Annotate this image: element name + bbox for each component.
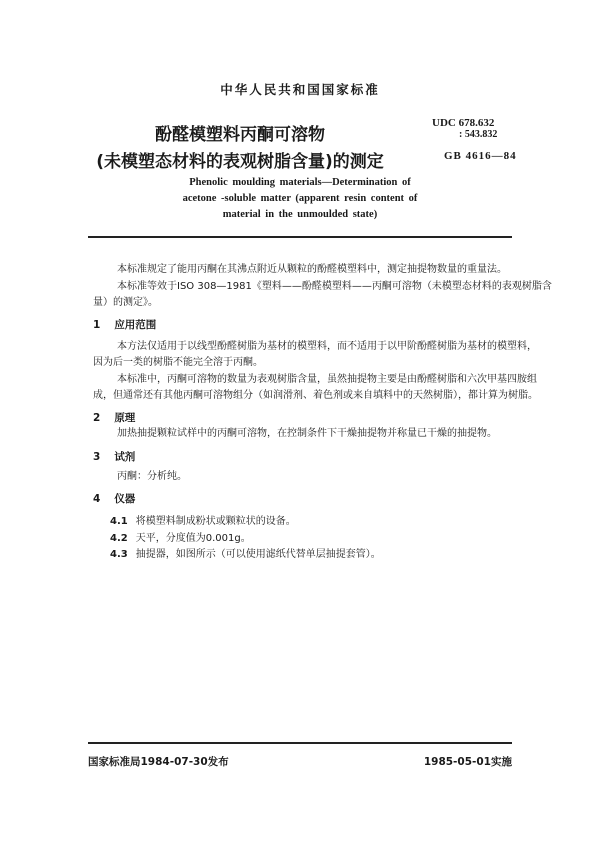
section-line: 加热抽提颗粒试样中的丙酮可溶物，在控制条件下干燥抽提物并称量已干燥的抽提物。	[117, 428, 497, 439]
udc-code-2: : 543.832	[459, 129, 498, 140]
title-line-1: 酚醛模塑料丙酮可溶物	[155, 125, 325, 145]
udc-code: UDC 678.632	[432, 117, 495, 129]
section-line: 本方法仅适用于以线型酚醛树脂为基材的模塑料，而不适用于以甲阶酚醛树脂为基材的模塑料，	[117, 341, 537, 352]
bottom-divider	[88, 742, 512, 744]
section-heading-2: 2 原理	[93, 412, 136, 424]
subsection-4-1: 4.1 将模塑料制成粉状或颗粒状的设备。	[110, 516, 296, 527]
section-line: 因为后一类的树脂不能完全溶于丙酮。	[93, 357, 263, 368]
english-title-1: Phenolic moulding materials—Determination of	[189, 177, 411, 188]
english-title-2: acetone -soluble matter (apparent resin content of	[182, 193, 418, 204]
section-line: 成，但通常还有其他丙酮可溶物组分（如润滑剂、着色剂或来自填料中的天然树脂），都计算为树脂。	[93, 390, 538, 401]
intro-line: 本标准等效于ISO 308—1981《塑料——酚醛模塑料——丙酮可溶物（未模塑态材料的表观树脂含	[117, 281, 552, 292]
gb-number: GB 4616—84	[444, 150, 517, 162]
intro-line: 本标准规定了能用丙酮在其沸点附近从颗粒的酚醛模塑料中，测定抽提物数量的重量法。	[117, 264, 507, 275]
section-heading-1: 1 应用范围	[93, 319, 157, 331]
top-divider	[88, 236, 512, 238]
intro-line: 量）的测定》。	[93, 297, 158, 308]
title-line-2: (未模塑态材料的表观树脂含量)的测定	[96, 152, 384, 172]
subsection-4-2: 4.2 天平，分度值为0.001g。	[110, 533, 251, 544]
english-title-3: material in the unmoulded state)	[222, 209, 378, 220]
section-heading-3: 3 试剂	[93, 451, 136, 463]
section-heading-4: 4 仪器	[93, 493, 136, 505]
subsection-4-3: 4.3 抽提器，如图所示（可以使用滤纸代替单层抽提套管）。	[110, 549, 381, 560]
issue-date: 国家标准局1984-07-30发布	[88, 756, 229, 768]
effective-date: 1985-05-01实施	[423, 756, 512, 768]
standard-header: 中华人民共和国国家标准	[220, 82, 380, 97]
section-line: 丙酮：分析纯。	[117, 471, 187, 482]
section-line: 本标准中，丙酮可溶物的数量为表观树脂含量，虽然抽提物主要是由酚醛树脂和六次甲基四胺组	[117, 374, 537, 385]
